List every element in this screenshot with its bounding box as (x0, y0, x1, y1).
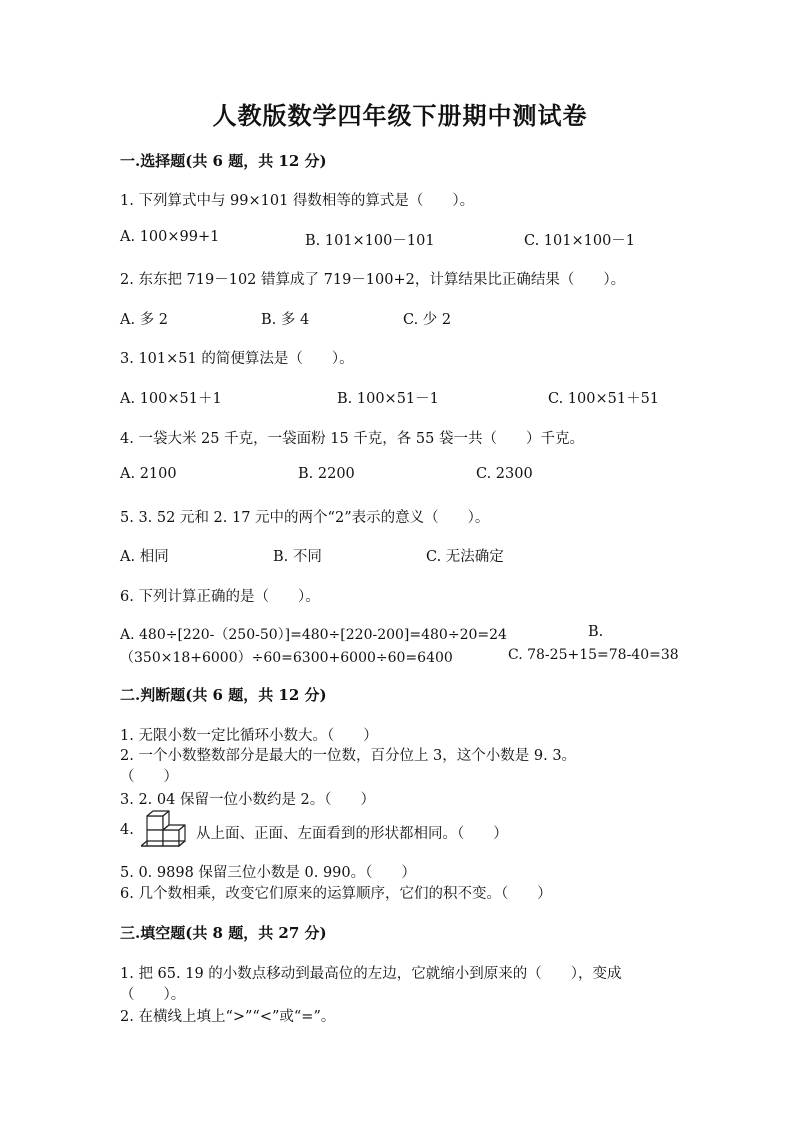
judge-item-number: 4. (120, 822, 134, 838)
question-text: 4. 一袋大米 25 千克，一袋面粉 15 千克，各 55 袋一共（ ）千克。 (120, 431, 584, 447)
judge-item: 3. 2. 04 保留一位小数约是 2。（ ） (120, 792, 376, 808)
option-a: A. 100×99+1 (120, 229, 220, 245)
option-b: B. (588, 624, 604, 640)
option-b: B. 不同 (273, 549, 322, 565)
option-b-continued: （350×18+6000）÷60=6300+6000÷60=6400 (120, 650, 453, 666)
fill-item: 1. 把 65. 19 的小数点移动到最高位的左边，它就缩小到原来的（ ），变成 (120, 966, 622, 982)
option-b: B. 2200 (298, 466, 355, 482)
question-text: 5. 3. 52 元和 2. 17 元中的两个“2”表示的意义（ ）。 (120, 510, 490, 526)
option-c: C. 无法确定 (426, 549, 504, 565)
fill-item-continued: （ ）。 (120, 987, 186, 1003)
option-c: C. 101×100－1 (524, 233, 636, 249)
option-c: C. 少 2 (403, 312, 452, 328)
cube-stack-figure (141, 810, 189, 852)
option-a: A. 多 2 (120, 312, 169, 328)
section-heading-judge: 二.判断题(共 6 题，共 12 分) (120, 686, 327, 704)
judge-item: 1. 无限小数一定比循环小数大。（ ） (120, 728, 378, 744)
option-b: B. 100×51－1 (337, 391, 439, 407)
option-c: C. 100×51＋51 (548, 391, 660, 407)
judge-item: 从上面、正面、左面看到的形状都相同。（ ） (196, 826, 508, 842)
section-heading-choice: 一.选择题(共 6 题，共 12 分) (120, 152, 327, 170)
judge-item: 2. 一个小数整数部分是最大的一位数，百分位上 3，这个小数是 9. 3。 (120, 748, 577, 764)
judge-item-continued: （ ） (120, 769, 178, 785)
option-b: B. 多 4 (261, 312, 310, 328)
option-a: A. 480÷[220-（250-50）]=480÷[220-200]=480÷20=24 (120, 627, 507, 643)
option-a: A. 100×51＋1 (120, 391, 222, 407)
judge-item: 5. 0. 9898 保留三位小数是 0. 990。（ ） (120, 865, 416, 881)
question-text: 6. 下列计算正确的是（ ）。 (120, 589, 320, 605)
question-text: 3. 101×51 的简便算法是（ ）。 (120, 351, 354, 367)
option-c: C. 2300 (476, 466, 533, 482)
option-c: C. 78-25+15=78-40=38 (508, 647, 679, 663)
option-a: A. 相同 (120, 549, 169, 565)
fill-item: 2. 在横线上填上“>”“<”或“=”。 (120, 1009, 336, 1025)
question-text: 2. 东东把 719－102 错算成了 719－100+2，计算结果比正确结果（ ）。 (120, 272, 626, 288)
page-title: 人教版数学四年级下册期中测试卷 (212, 101, 588, 130)
option-b: B. 101×100－101 (305, 233, 435, 249)
judge-item: 6. 几个数相乘，改变它们原来的运算顺序，它们的积不变。（ ） (120, 886, 552, 902)
question-text: 1. 下列算式中与 99×101 得数相等的算式是（ ）。 (120, 193, 475, 209)
option-a: A. 2100 (120, 466, 177, 482)
section-heading-fill: 三.填空题(共 8 题，共 27 分) (120, 924, 327, 942)
